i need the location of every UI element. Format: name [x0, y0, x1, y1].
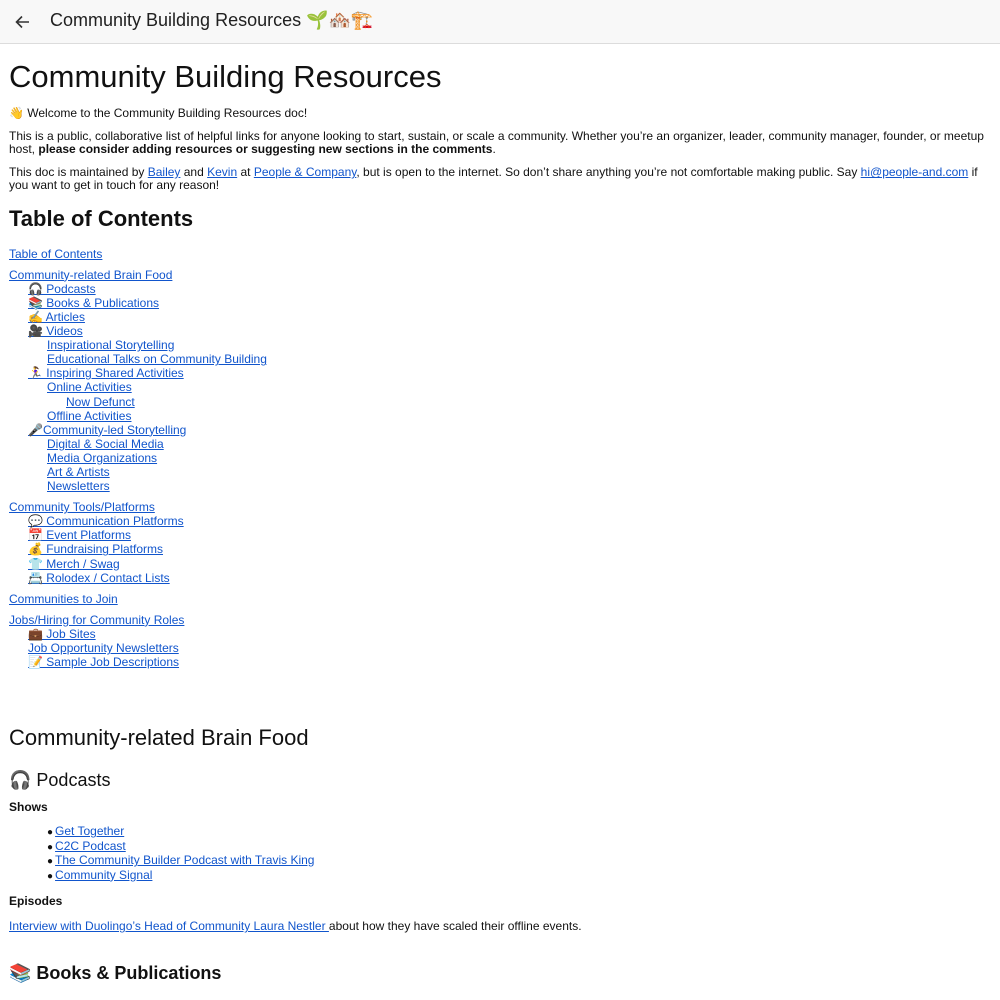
episode-text: about how they have scaled their offline events.	[328, 919, 582, 934]
episode-paragraph	[9, 920, 990, 933]
kevin-link[interactable]: Kevin	[207, 165, 238, 180]
email-link[interactable]: hi@people-and.com	[860, 165, 969, 180]
maint-text-3: at	[237, 165, 254, 180]
table-of-contents	[9, 247, 990, 670]
toc-link-merch[interactable]: 👕 Merch / Swag	[28, 556, 120, 571]
toc-link-books[interactable]: 📚 Books & Publications	[28, 295, 160, 310]
podcasts-heading: 🎧 Podcasts	[9, 769, 111, 790]
brain-food-heading: Community-related Brain Food	[9, 725, 309, 751]
toc-link-fundraising[interactable]: 💰 Fundraising Platforms	[28, 542, 163, 557]
maintainers-paragraph	[9, 166, 990, 192]
toc-link-communities[interactable]: Communities to Join	[9, 591, 118, 606]
episodes-label: Episodes	[9, 894, 63, 909]
doc-title: Community Building Resources	[9, 59, 442, 94]
toc-link-community-story[interactable]: 🎤Community-led Storytelling	[28, 422, 187, 437]
document-body	[9, 44, 990, 1000]
toc-link-job-newsletters[interactable]: Job Opportunity Newsletters	[28, 641, 179, 656]
toc-link-offline[interactable]: Offline Activities	[47, 408, 132, 423]
app-bar	[0, 0, 1000, 44]
intro-end: .	[492, 142, 496, 157]
toc-link-event-platforms[interactable]: 📅 Event Platforms	[28, 528, 131, 543]
toc-link-newsletters[interactable]: Newsletters	[47, 479, 110, 494]
intro-bold-text: please consider adding resources or suggesting new sections in the comments	[38, 142, 493, 157]
toc-link-digital[interactable]: Digital & Social Media	[47, 436, 164, 451]
toc-heading: Table of Contents	[9, 206, 194, 232]
app-title: Community Building Resources 🌱🏘️🏗️	[50, 10, 374, 30]
show-link[interactable]: Get Together	[55, 824, 125, 839]
toc-link-job-desc[interactable]: 📝 Sample Job Descriptions	[28, 655, 180, 670]
toc-link-art[interactable]: Art & Artists	[47, 464, 110, 479]
intro-paragraph	[9, 130, 990, 156]
toc-link-tools[interactable]: Community Tools/Platforms	[9, 500, 155, 515]
toc-link-online[interactable]: Online Activities	[47, 380, 132, 395]
maint-text-5: if you want to get in touch for any reason!	[9, 165, 978, 193]
toc-link-toc[interactable]: Table of Contents	[9, 246, 103, 261]
toc-link-videos[interactable]: 🎥 Videos	[28, 324, 83, 339]
toc-link-shared-activities[interactable]: 🏃‍♀️ Inspiring Shared Activities	[28, 366, 184, 381]
toc-link-media-orgs[interactable]: Media Organizations	[47, 450, 158, 465]
show-link[interactable]: C2C Podcast	[55, 838, 126, 853]
list-item: ● Get Together	[47, 824, 125, 839]
back-button[interactable]	[10, 8, 34, 36]
toc-link-inspirational[interactable]: Inspirational Storytelling	[47, 338, 175, 353]
toc-link-defunct[interactable]: Now Defunct	[66, 394, 135, 409]
toc-link-educational[interactable]: Educational Talks on Community Building	[47, 352, 267, 367]
toc-link-podcasts[interactable]: 🎧 Podcasts	[28, 281, 96, 296]
company-link[interactable]: People & Company	[253, 165, 357, 180]
list-item: ● C2C Podcast	[47, 838, 126, 853]
show-link[interactable]: The Community Builder Podcast with Travis King	[55, 853, 315, 868]
toc-link-comm-platforms[interactable]: 💬 Communication Platforms	[28, 514, 184, 529]
toc-link-brain-food[interactable]: Community-related Brain Food	[9, 267, 173, 282]
list-item: ● Community Signal	[47, 867, 153, 882]
toc-link-jobs[interactable]: Jobs/Hiring for Community Roles	[9, 612, 185, 627]
bailey-link[interactable]: Bailey	[147, 165, 181, 180]
maint-text-4: , but is open to the internet. So don’t share anything you’re not comfortable making public. Say	[356, 165, 861, 180]
maint-text-1: This doc is maintained by	[9, 165, 148, 180]
toc-link-rolodex[interactable]: 📇 Rolodex / Contact Lists	[28, 570, 170, 585]
shows-label: Shows	[9, 800, 48, 815]
arrow-left-icon	[14, 14, 30, 30]
maint-text-2: and	[180, 165, 208, 180]
list-item: ● The Community Builder Podcast with Travis King	[47, 853, 315, 868]
toc-link-job-sites[interactable]: 💼 Job Sites	[28, 626, 96, 641]
toc-link-articles[interactable]: ✍️ Articles	[28, 309, 85, 324]
intro-text: This is a public, collaborative list of helpful links for anyone looking to start, sustain, or scale a community. Whether you’re an organizer, leader, community manager, founder, or meetup host,	[9, 129, 984, 157]
shows-list	[9, 825, 990, 883]
show-link[interactable]: Community Signal	[55, 867, 153, 882]
books-heading: 📚 Books & Publications	[9, 963, 222, 984]
episode-link[interactable]: Interview with Duolingo’s Head of Community Laura Nestler	[9, 919, 329, 934]
welcome-text: 👋 Welcome to the Community Building Resources doc!	[9, 106, 308, 121]
